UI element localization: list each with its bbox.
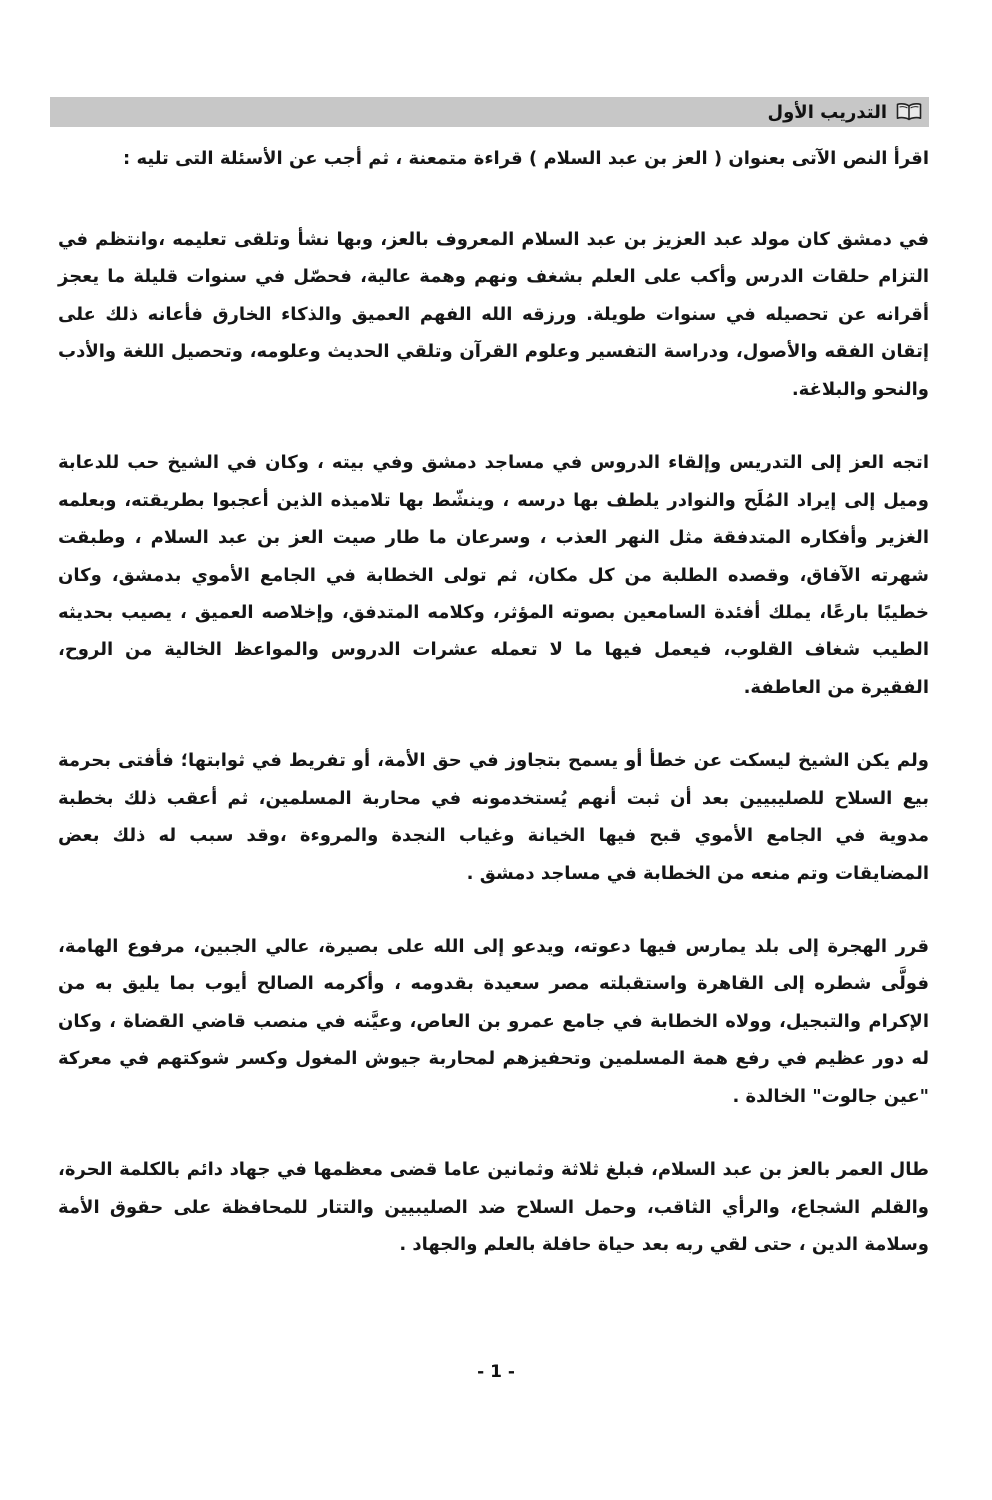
document-page — [0, 97, 992, 1500]
paragraph-fatwa-weapons: ولم يكن الشيخ ليسكت عن خطأ أو يسمح بتجاوز في حق الأمة، أو تفريط في ثوابتها؛ فأفتى بحرمة بيع السلاح للصليبيين بعد أن ثبت أنهم يُستخدمونه في محاربة المسلمين، ثم أعقب ذلك بخطبة مدوية في الجامع الأموي قبح فيها الخيانة وغياب النجدة والمروءة ،وقد سبب له ذلك بعض المضايقات وتم منعه من الخطابة في مساجد دمشق . — [58, 750, 929, 884]
paragraph-birth-education: في دمشق كان مولد عبد العزيز بن عبد السلام المعروف بالعز، وبها نشأ وتلقى تعليمه ،وانتظم في التزام حلقات الدرس وأكب على العلم بشغف ونهم وهمة عالية، فحصّل في سنوات قليلة ما يعجز أقرانه عن تحصيله في سنوات طويلة. ورزقه الله الفهم العميق والذكاء الخارق فأعانه ذلك على إتقان الفقه والأصول، ودراسة التفسير وعلوم القرآن وتلقي الحديث وعلومه، وتحصيل اللغة والأدب والنحو والبلاغة. — [58, 229, 929, 400]
section-header — [50, 97, 929, 127]
open-book-icon — [895, 102, 923, 122]
paragraph-teaching-oratory: اتجه العز إلى التدريس وإلقاء الدروس في مساجد دمشق وفي بيته ، وكان في الشيخ حب للدعابة وميل إلى إيراد المُلَح والنوادر يلطف بها درسه ، وينشّط بها تلاميذه الذين أعجبوا بطريقته، وبعلمه الغزير وأفكاره المتدفقة مثل النهر العذب ، وسرعان ما طار صيت العز بن عبد السلام ، وطبقت شهرته الآفاق، وقصده الطلبة من كل مكان، ثم تولى الخطابة في الجامع الأموي بدمشق، وكان خطيبًا بارعًا، يملك أفئدة السامعين بصوته المؤثر، وكلامه المتدفق، وإخلاصه العميق ، يصيب بحديثه الطيب شغاف القلوب، فيعمل فيها ما لا تعمله عشرات الدروس والمواعظ الخالية من الروح، الفقيرة من العاطفة. — [58, 452, 929, 698]
instruction-text: اقرأ النص الآتى بعنوان ( العز بن عبد السلام ) قراءة متمعنة ، ثم أجب عن الأسئلة التى تليه : — [122, 148, 929, 169]
page-number: - 1 - — [477, 1362, 515, 1382]
paragraph-migration-egypt: قرر الهجرة إلى بلد يمارس فيها دعوته، ويدعو إلى الله على بصيرة، عالي الجبين، مرفوع الهامة، فولَّى شطره إلى القاهرة واستقبلته مصر سعيدة بقدومه ، وأكرمه الصالح أيوب بما يليق به من الإكرام والتبجيل، وولاه الخطابة في جامع عمرو بن العاص، وعيَّنه في منصب قاضي القضاة ، وكان له دور عظيم في رفع همة المسلمين وتحفيزهم لمحاربة جيوش المغول وكسر شوكتهم في معركة "عين جالوت" الخالدة . — [58, 936, 929, 1107]
section-title: التدريب الأول — [767, 101, 887, 123]
document-body — [0, 141, 992, 1264]
paragraph-long-life-jihad: طال العمر بالعز بن عبد السلام، فبلغ ثلاثة وثمانين عاما قضى معظمها في جهاد دائم بالكلمة الحرة، والقلم الشجاع، والرأي الثاقب، وحمل السلاح ضد الصليبيين والتتار للمحافظة على حقوق الأمة وسلامة الدين ، حتى لقي ربه بعد حياة حافلة بالعلم والجهاد . — [58, 1159, 929, 1256]
